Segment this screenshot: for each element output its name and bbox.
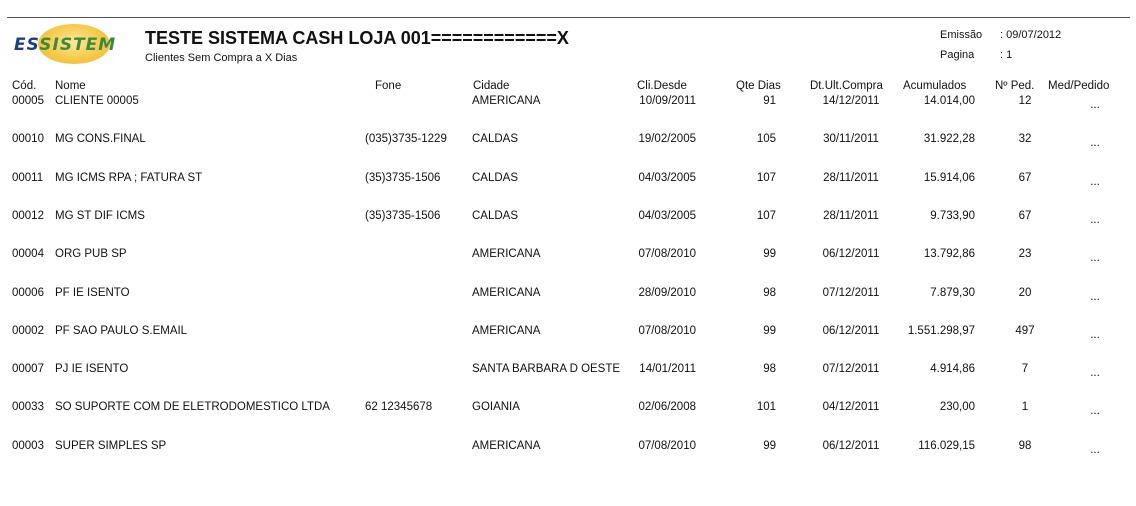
cell-cod: 00006	[12, 286, 44, 299]
cell-acumulados: 14.014,00	[923, 95, 975, 107]
col-header-acumulados: Acumulados	[903, 80, 967, 92]
cell-cod: 00005	[12, 95, 44, 107]
cell-qte-dias: 98	[763, 363, 776, 376]
cell-acumulados: 13.792,86	[923, 248, 975, 261]
cell-cli-desde: 28/09/2010	[638, 286, 696, 299]
col-header-med-pedido: Med/Pedido	[1048, 80, 1110, 92]
cell-nome: SUPER SIMPLES SP	[55, 439, 167, 452]
cell-fone: 62 12345678	[365, 401, 433, 414]
emissao-label: Emissão	[940, 29, 983, 41]
cell-qte-dias: 101	[756, 401, 776, 414]
cell-qte-dias: 98	[763, 286, 776, 299]
cell-cli-desde: 07/08/2010	[638, 324, 696, 337]
cell-dt-ult-compra: 30/11/2011	[823, 133, 879, 146]
cell-dt-ult-compra: 07/12/2011	[822, 363, 880, 376]
col-header-fone: Fone	[375, 80, 402, 92]
cell-med-pedido: ...	[1090, 367, 1100, 380]
cell-cod: 00004	[12, 248, 44, 261]
cell-cidade: AMERICANA	[472, 248, 541, 261]
cell-cli-desde: 04/03/2005	[638, 171, 696, 184]
cell-nome: PF IE ISENTO	[55, 286, 130, 299]
cell-med-pedido: ...	[1090, 99, 1100, 111]
company-logo	[14, 24, 132, 66]
cell-dt-ult-compra: 28/11/2011	[823, 209, 879, 222]
cell-cli-desde: 07/08/2010	[638, 248, 696, 261]
cell-acumulados: 7.879,30	[930, 286, 975, 299]
cell-n-ped: 98	[1018, 439, 1032, 452]
cell-n-ped: 497	[1015, 324, 1035, 337]
cell-nome: CLIENTE 00005	[55, 95, 139, 107]
cell-dt-ult-compra: 07/12/2011	[822, 286, 880, 299]
col-header-dt-ult-compra: Dt.Ult.Compra	[810, 80, 883, 92]
cell-cli-desde: 04/03/2005	[638, 209, 696, 222]
cell-cod: 00007	[12, 363, 44, 376]
cell-nome: SO SUPORTE COM DE ELETRODOMESTICO LTDA	[55, 401, 330, 414]
report-title: TESTE SISTEMA CASH LOJA 001============X	[145, 28, 569, 48]
logo-wordmark: ESSISTEM	[14, 35, 117, 55]
cell-cidade: AMERICANA	[472, 286, 541, 299]
cell-n-ped: 7	[1021, 363, 1029, 376]
cell-cidade: GOIANIA	[472, 401, 520, 414]
cell-cod: 00012	[12, 209, 44, 222]
cell-cod: 00003	[12, 439, 44, 452]
cell-nome: MG ICMS RPA ; FATURA ST	[55, 171, 203, 184]
col-header-cli-desde: Cli.Desde	[637, 80, 687, 92]
cell-acumulados: 4.914,86	[930, 363, 975, 376]
col-header-nome: Nome	[55, 80, 86, 92]
report-subtitle: Clientes Sem Compra a X Dias	[145, 52, 298, 64]
cell-nome: MG CONS.FINAL	[55, 133, 146, 146]
cell-acumulados: 230,00	[939, 401, 975, 414]
cell-n-ped: 20	[1018, 286, 1032, 299]
cell-qte-dias: 105	[756, 133, 776, 146]
cell-fone: (35)3735-1506	[365, 171, 441, 184]
cell-qte-dias: 99	[763, 248, 776, 261]
header-rule	[7, 17, 1130, 18]
cell-med-pedido: ...	[1090, 137, 1100, 150]
cell-acumulados: 15.914,06	[923, 171, 975, 184]
cell-n-ped: 23	[1018, 248, 1032, 261]
cell-med-pedido: ...	[1090, 443, 1100, 456]
cell-cod: 00011	[12, 171, 44, 184]
cell-dt-ult-compra: 06/12/2011	[822, 324, 880, 337]
col-header-cidade: Cidade	[473, 80, 510, 92]
cell-n-ped: 12	[1018, 95, 1032, 107]
col-header-qte-dias: Qte Dias	[736, 80, 781, 92]
cell-qte-dias: 99	[763, 439, 776, 452]
pagina-label: Pagina	[940, 49, 975, 61]
cell-cli-desde: 19/02/2005	[638, 133, 696, 146]
cell-n-ped: 67	[1018, 209, 1032, 222]
cell-dt-ult-compra: 04/12/2011	[822, 401, 880, 414]
cell-cidade: CALDAS	[472, 209, 519, 222]
cell-cod: 00033	[12, 401, 44, 414]
cell-n-ped: 1	[1021, 401, 1029, 414]
cell-dt-ult-compra: 06/12/2011	[822, 248, 880, 261]
cell-med-pedido: ...	[1090, 175, 1100, 188]
cell-qte-dias: 99	[763, 324, 776, 337]
col-header-cod: Cód.	[12, 80, 37, 92]
cell-cli-desde: 02/06/2008	[638, 401, 696, 414]
cell-cli-desde: 10/09/2011	[639, 95, 696, 107]
cell-nome: PJ IE ISENTO	[55, 363, 129, 376]
cell-med-pedido: ...	[1090, 252, 1100, 265]
cell-acumulados: 9.733,90	[930, 209, 975, 222]
cell-med-pedido: ...	[1090, 405, 1100, 418]
cell-qte-dias: 107	[756, 209, 776, 222]
cell-dt-ult-compra: 28/11/2011	[823, 171, 879, 184]
cell-cod: 00002	[12, 324, 44, 337]
cell-cidade: CALDAS	[472, 171, 519, 184]
cell-fone: (35)3735-1506	[365, 209, 441, 222]
cell-fone: (035)3735-1229	[365, 133, 447, 146]
cell-qte-dias: 91	[763, 95, 776, 107]
emissao-value: : 09/07/2012	[1000, 29, 1062, 41]
cell-acumulados: 31.922,28	[923, 133, 975, 146]
cell-cod: 00010	[12, 133, 44, 146]
cell-med-pedido: ...	[1090, 290, 1100, 303]
cell-cidade: AMERICANA	[472, 95, 541, 107]
cell-acumulados: 1.551.298,97	[907, 324, 975, 337]
col-header-n-ped: Nº Ped.	[995, 80, 1035, 92]
cell-nome: ORG PUB SP	[55, 248, 127, 261]
cell-cidade: AMERICANA	[472, 324, 541, 337]
cell-med-pedido: ...	[1090, 213, 1100, 226]
cell-acumulados: 116.029,15	[918, 439, 975, 452]
cell-cli-desde: 07/08/2010	[638, 439, 696, 452]
cell-n-ped: 67	[1018, 171, 1032, 184]
pagina-value: : 1	[1000, 49, 1013, 61]
cell-nome: MG ST DIF ICMS	[55, 209, 145, 222]
cell-cidade: SANTA BARBARA D OESTE	[472, 363, 621, 376]
cell-cidade: AMERICANA	[472, 439, 541, 452]
cell-dt-ult-compra: 06/12/2011	[822, 439, 880, 452]
cell-med-pedido: ...	[1090, 328, 1100, 341]
cell-cli-desde: 14/01/2011	[639, 363, 696, 376]
cell-nome: PF SAO PAULO S.EMAIL	[55, 324, 188, 337]
cell-dt-ult-compra: 14/12/2011	[822, 95, 880, 107]
cell-n-ped: 32	[1018, 133, 1032, 146]
cell-cidade: CALDAS	[472, 133, 519, 146]
cell-qte-dias: 107	[756, 171, 776, 184]
